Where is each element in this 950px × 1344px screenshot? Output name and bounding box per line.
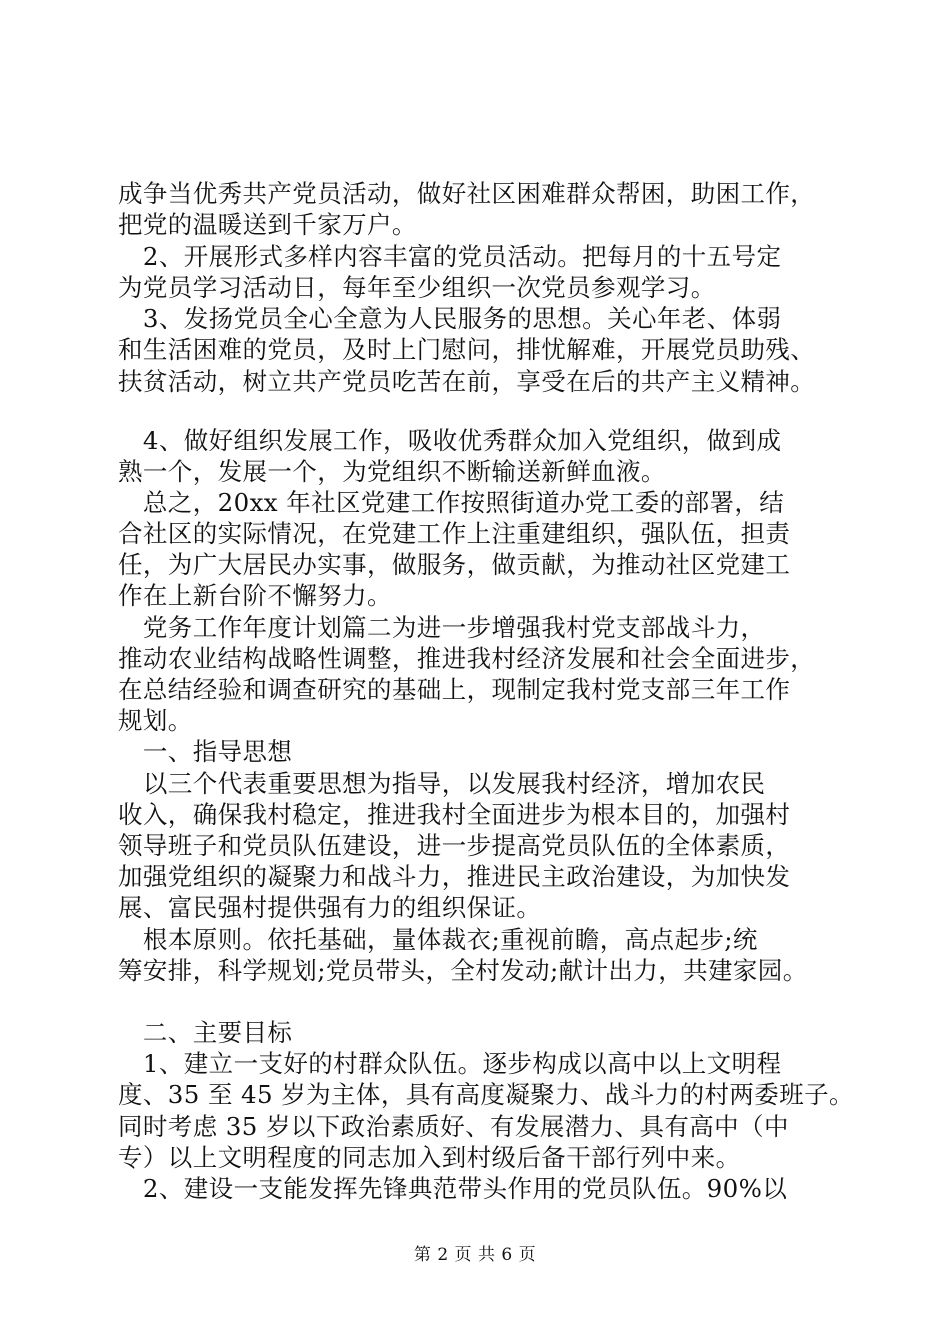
text-line: 党务工作年度计划篇二为进一步增强我村党支部战斗力， (118, 613, 766, 642)
text-line: 4、做好组织发展工作，吸收优秀群众加入党组织，做到成 (118, 426, 782, 455)
text-line: 2、建设一支能发挥先锋典范带头作用的党员队伍。90%以 (118, 1174, 788, 1203)
text-line: 度、35 至 45 岁为主体，具有高度凝聚力、战斗力的村两委班子。 (118, 1080, 854, 1109)
page-number-footer: 第 2 页 共 6 页 (413, 1245, 537, 1265)
text-line: 同时考虑 35 岁以下政治素质好、有发展潜力、具有高中（中 (118, 1112, 789, 1141)
text-line: 专）以上文明程度的同志加入到村级后备干部行列中来。 (118, 1143, 741, 1172)
text-line: 筹安排，科学规划;党员带头，全村发动;献计出力，共建家园。 (118, 956, 808, 985)
text-line: 2、开展形式多样内容丰富的党员活动。把每月的十五号定 (118, 242, 782, 271)
text-line: 成争当优秀共产党员活动，做好社区困难群众帮困，助困工作， (118, 179, 816, 208)
text-line: 加强党组织的凝聚力和战斗力，推进民主政治建设，为加快发 (118, 862, 791, 891)
text-line: 根本原则。依托基础，量体裁衣;重视前瞻，高点起步;统 (118, 925, 758, 954)
text-line: 在总结经验和调查研究的基础上，现制定我村党支部三年工作 (118, 675, 791, 704)
text-line: 总之，20xx 年社区党建工作按照街道办党工委的部署，结 (118, 488, 785, 517)
text-line: 合社区的实际情况，在党建工作上注重建组织，强队伍，担责 (118, 519, 791, 548)
text-line: 展、富民强村提供强有力的组织保证。 (118, 893, 542, 922)
text-line: 任，为广大居民办实事，做服务，做贡献，为推动社区党建工 (118, 550, 791, 579)
text-line: 作在上新台阶不懈努力。 (118, 581, 392, 610)
text-line: 和生活困难的党员，及时上门慰问，排忧解难，开展党员助残、 (118, 335, 816, 364)
text-line: 领导班子和党员队伍建设，进一步提高党员队伍的全体素质， (118, 831, 791, 860)
text-line: 为党员学习活动日，每年至少组织一次党员参观学习。 (118, 273, 716, 302)
text-line: 熟一个，发展一个，为党组织不断输送新鲜血液。 (118, 457, 666, 486)
text-line: 把党的温暖送到千家万户。 (118, 210, 417, 239)
section-heading: 一、指导思想 (118, 737, 293, 766)
text-line: 扶贫活动，树立共产党员吃苦在前，享受在后的共产主义精神。 (118, 367, 816, 396)
section-heading: 二、主要目标 (118, 1018, 293, 1047)
text-line: 规划。 (118, 706, 193, 735)
text-line: 收入，确保我村稳定，推进我村全面进步为根本目的，加强村 (118, 800, 791, 829)
text-line: 3、发扬党员全心全意为人民服务的思想。关心年老、体弱 (118, 304, 782, 333)
text-line: 以三个代表重要思想为指导，以发展我村经济，增加农民 (118, 769, 766, 798)
text-line: 1、建立一支好的村群众队伍。逐步构成以高中以上文明程 (118, 1049, 782, 1078)
text-line: 推动农业结构战略性调整，推进我村经济发展和社会全面进步， (118, 644, 816, 673)
